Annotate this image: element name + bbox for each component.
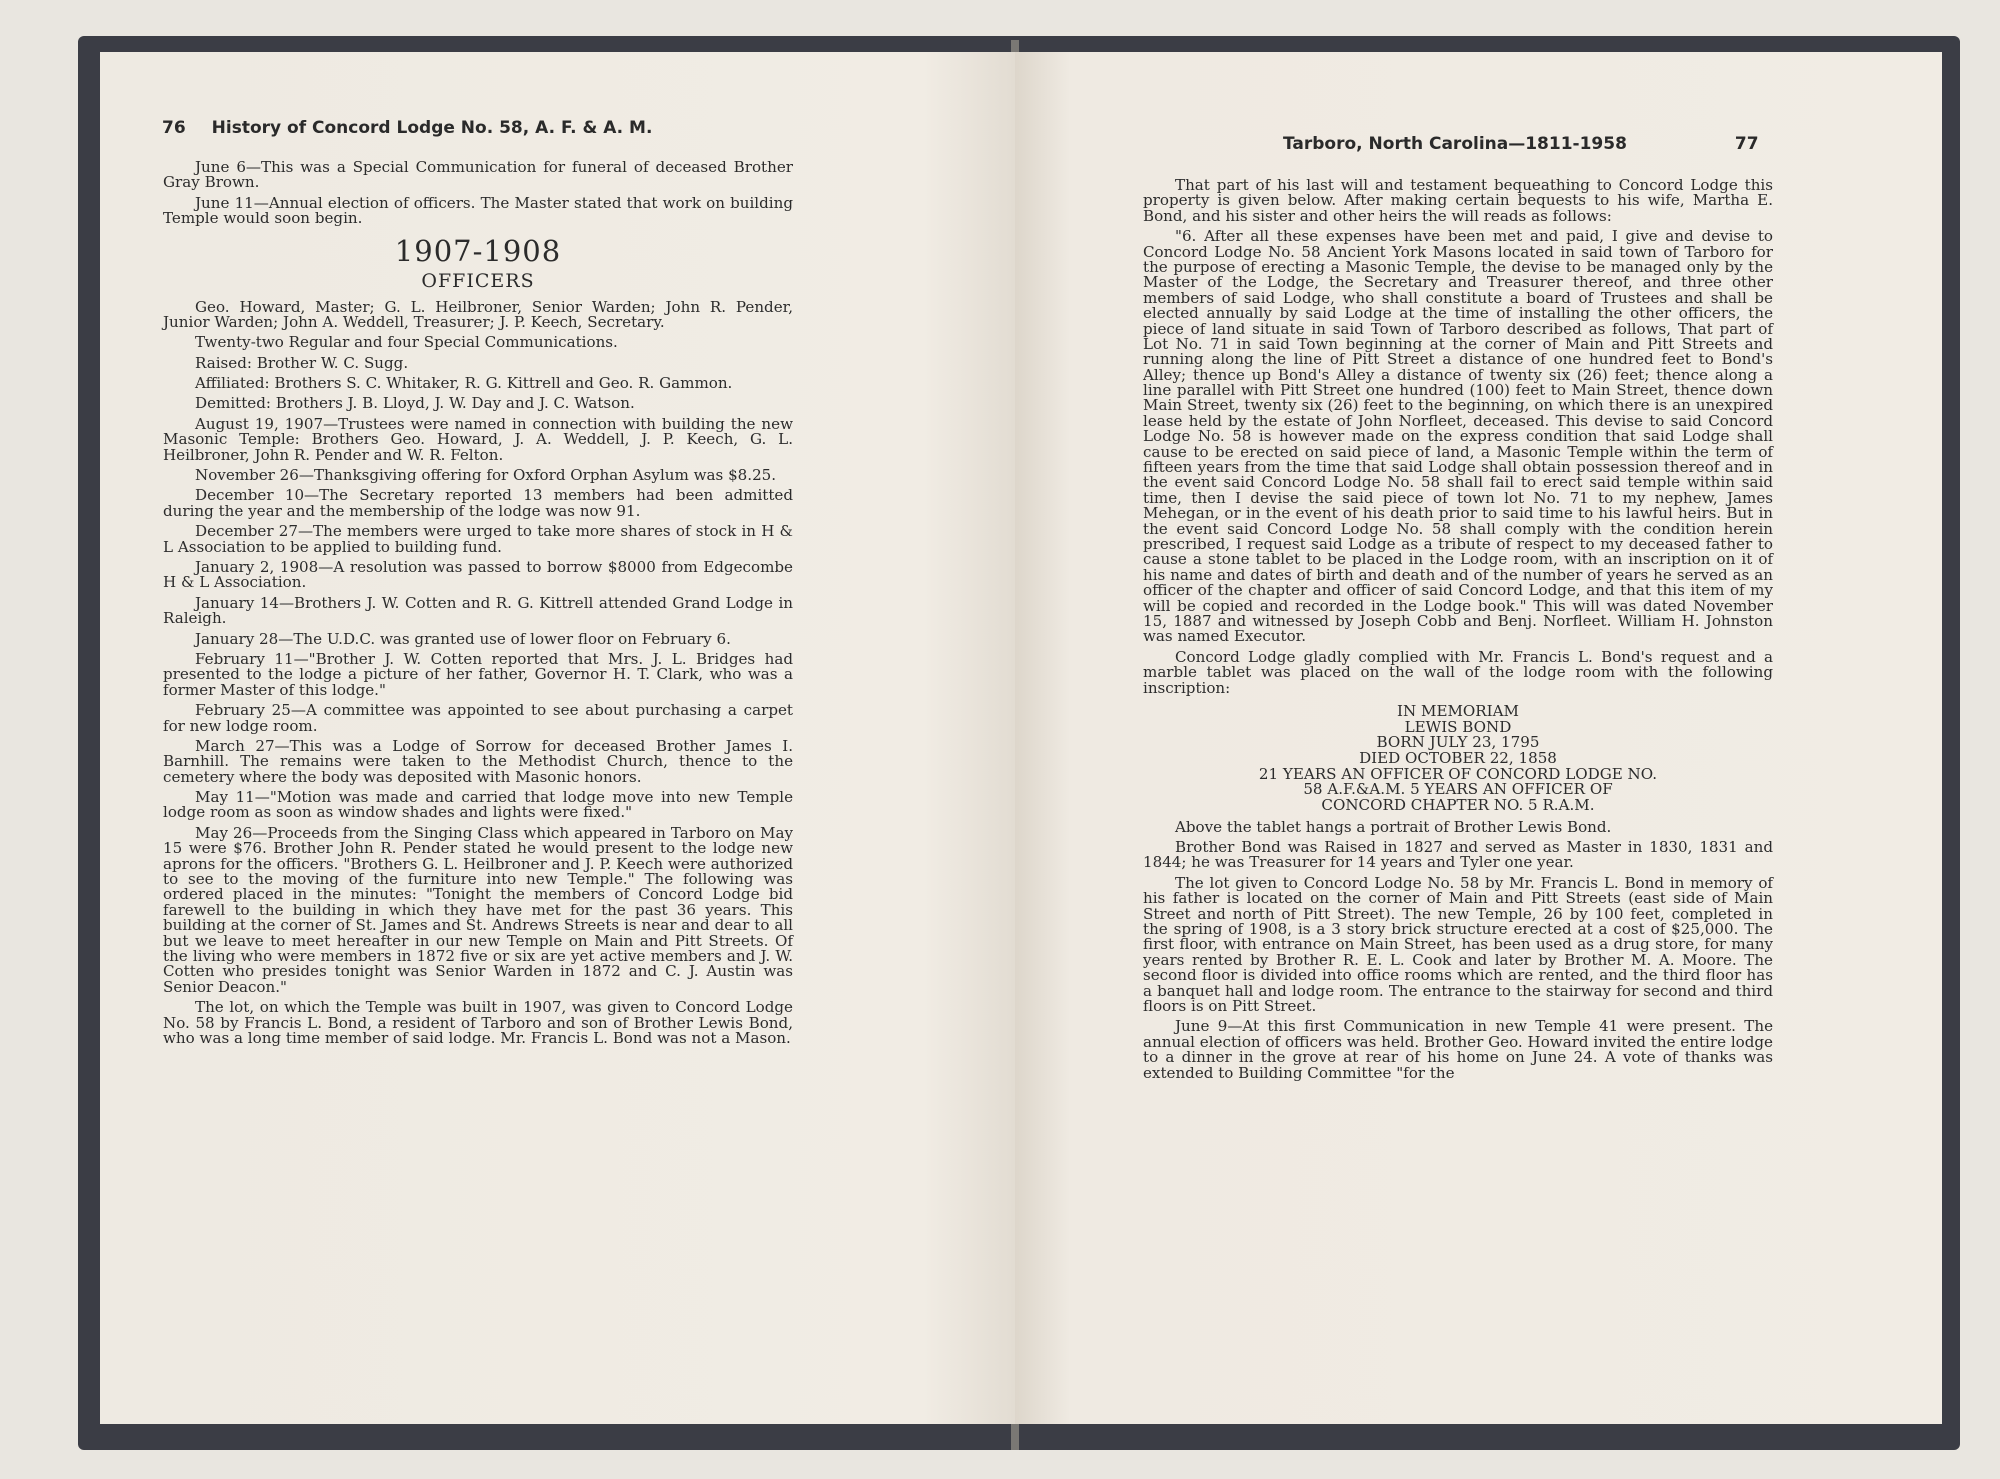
paragraph: December 10—The Secretary reported 13 members had been admitted during the year and the membership of the lodge was now 91. [163,486,793,520]
paragraph: January 14—Brothers J. W. Cotten and R. G. Kittrell attended Grand Lodge in Raleigh. [163,593,793,628]
paragraph: Brother Bond was Raised in 1827 and served as Master in 1830, 1831 and 1844; he was Treasurer for 14 years and Tyler one year. [1143,838,1773,872]
paragraph: February 11—"Brother J. W. Cotten reported that Mrs. J. L. Bridges had presented to the lodge a picture of her father, Governor H. T. Clark, who was a former Master of this lodge." [163,649,793,699]
will-quote-paragraph: "6. After all these expenses have been met and paid, I give and devise to Concord Lodge No. 58 Ancient York Masons located in said town of Tarboro for the purpose of erecting a Masonic Temple, the devise to be managed only by the Master of the Lodge, the Secretary and Treasurer thereof, and three other members of said Lodge, who shall constitute a board of Trustees and shall be elected annually by said Lodge at the time of installing the other officers, the piece of land situate in said Town of Tarboro described as follows, That part of Lot No. 71 in said Town beginning at the corner of Main and Pitt Streets and running along the line of Pitt Street a distance of one hundred feet to Bond's Alley; thence up Bond's Alley a distance of twenty six (26) feet; thence along a line parallel with Pitt Street one hundred (100) feet to Main Street, thence down Main Street, twenty six (26) feet to the beginning, on which there is an unexpired lease held by the estate of John Norfleet, deceased. This devise to said Concord Lodge No. 58 is however made on the express condition that said Lodge shall cause to be erected on said piece of land, a Masonic Temple within the term of fifteen years from the time that said Lodge shall obtain possession thereof and in the event said Concord Lodge No. 58 shall fail to erect said temple within said time, then I devise the said piece of town lot No. 71 to my nephew, James Mehegan, or in the event of his death prior to said time to his lawful heirs. But in the event said Concord Lodge No. 58 shall comply with the condition herein prescribed, I request said Lodge as a tribute of respect to my deceased father to cause a stone tablet to be placed in the Lodge room, with an inscription on it of his name and dates of birth and death and of the number of years he served as an officer of the chapter and officer of said Concord Lodge, and that this item of my will be copied and recorded in the Lodge book." This will was dated November 15, 1887 and witnessed by Joseph Cobb and Benj. Norfleet. William H. Johnston was named Executor. [1143,227,1773,646]
paragraph: June 6—This was a Special Communication for funeral of deceased Brother Gray Brown. [163,158,793,192]
paragraph: Affiliated: Brothers S. C. Whitaker, R. G. Kittrell and Geo. R. Gammon. [195,374,733,393]
memoriam-line: 58 A.F.&A.M. 5 YEARS AN OFFICER OF [1303,780,1613,799]
paragraph: June 9—At this first Communication in new Temple 41 were present. The annual election of officers was held. Brother Geo. Howard invited the entire lodge to a dinner in the grove at rear of his home on June 24. A vote of thanks was extended to Building Committee "for the [1143,1017,1773,1082]
paragraph: Demitted: Brothers J. B. Lloyd, J. W. Day and J. C. Watson. [195,394,635,413]
paragraph: May 11—"Motion was made and carried that lodge move into new Temple lodge room as soon as window shades and lights were fixed." [163,788,793,822]
paragraph: August 19, 1907—Trustees were named in connection with building the new Masonic Temple: Brothers Geo. Howard, J. A. Weddell, J. P. Keech, G. L. Heilbroner, John R. Pender and W. R. Felton. [163,414,793,464]
paragraph: January 28—The U.D.C. was granted use of lower floor on February 6. [195,629,731,648]
memoriam-line: CONCORD CHAPTER NO. 5 R.A.M. [1321,796,1595,815]
paragraph: That part of his last will and testament bequeathing to Concord Lodge this property is given below. After making certain bequests to his wife, Martha E. Bond, and his sister and other heirs the will reads as follows: [1143,176,1773,225]
paragraph: November 26—Thanksgiving offering for Oxford Orphan Asylum was $8.25. [195,466,777,485]
year-heading: 1907-1908 [394,233,562,268]
paragraph: Above the tablet hangs a portrait of Brother Lewis Bond. [1175,817,1612,836]
left-page-number: 76 [162,118,186,138]
right-page-number: 77 [1734,134,1759,154]
officers-heading: OFFICERS [421,270,535,293]
paragraph: June 11—Annual election of officers. The Master stated that work on building Temple would soon begin. [163,193,793,228]
left-running-title: History of Concord Lodge No. 58, A. F. & A. M. [211,118,653,138]
paragraph: May 26—Proceeds from the Singing Class which appeared in Tarboro on May 15 were $76. Brother John R. Pender stated he would present to the lodge new aprons for the officers. "Brothers G. L. Heilbroner and J. P. Keech were authorized to see to the moving of the furniture into new Temple." The following was ordered placed in the minutes: "Tonight the members of Concord Lodge bid farewell to the building in which they have met for the past 36 years. This building at the corner of St. James and St. Andrews Streets is near and dear to all but we leave to meet hereafter in our new Temple on Main and Pitt Streets. Of the living who were members in 1872 five or six are yet active members and J. W. Cotten who presides tonight was Senior Warden in 1872 and C. J. Austin was Senior Deacon." [163,823,793,996]
paragraph: March 27—This was a Lodge of Sorrow for deceased Brother James I. Barnhill. The remains were taken to the Methodist Church, thence to the cemetery where the body was deposited with Masonic honors. [163,736,793,786]
paragraph: Geo. Howard, Master; G. L. Heilbroner, Senior Warden; John R. Pender, Junior Warden; John A. Weddell, Treasurer; J. P. Keech, Secretary. [163,297,793,331]
paragraph: February 25—A committee was appointed to see about purchasing a carpet for new lodge room. [163,701,793,735]
paragraph: January 2, 1908—A resolution was passed to borrow $8000 from Edgecombe H & L Association. [163,557,793,592]
right-running-head [1283,134,1759,154]
paragraph: December 27—The members were urged to take more shares of stock in H & L Association to be applied to building fund. [163,522,793,556]
memoriam-line: BORN JULY 23, 1795 [1376,733,1540,752]
memoriam-line: 21 YEARS AN OFFICER OF CONCORD LODGE NO. [1258,764,1658,783]
paragraph: The lot, on which the Temple was built in 1907, was given to Concord Lodge No. 58 by Francis L. Bond, a resident of Tarboro and son of Brother Lewis Bond, who was a long time member of said lodge. Mr. Francis L. Bond was not a Mason. [163,998,793,1047]
paragraph: The lot given to Concord Lodge No. 58 by Mr. Francis L. Bond in memory of his father is located on the corner of Main and Pitt Streets (east side of Main Street and north of Pitt Street). The new Temple, 26 by 100 feet, completed in the spring of 1908, is a 3 story brick structure erected at a cost of $25,000. The first floor, with entrance on Main Street, has been used as a drug store, for many years rented by Brother R. E. L. Cook and later by Brother M. A. Moore. The second floor is divided into office rooms which are rented, and the third floor has a banquet hall and lodge room. The entrance to the stairway for second and third floors is on Pitt Street. [1143,873,1773,1015]
memoriam-line: DIED OCTOBER 22, 1858 [1359,748,1557,767]
paragraph: Concord Lodge gladly complied with Mr. Francis L. Bond's request and a marble tablet was placed on the wall of the lodge room with the following inscription: [1143,647,1773,697]
right-body-text [1143,178,1773,1086]
memoriam-line: IN MEMORIAM [1397,701,1519,720]
right-running-title: Tarboro, North Carolina—1811-1958 [1283,134,1627,154]
memoriam-line: LEWIS BOND [1404,717,1512,736]
memoriam-inscription [1143,701,1773,815]
left-body-text [163,160,793,1051]
paragraph: Twenty-two Regular and four Special Communications. [195,333,618,352]
left-running-head [162,118,652,138]
paragraph: Raised: Brother W. C. Sugg. [195,353,409,372]
